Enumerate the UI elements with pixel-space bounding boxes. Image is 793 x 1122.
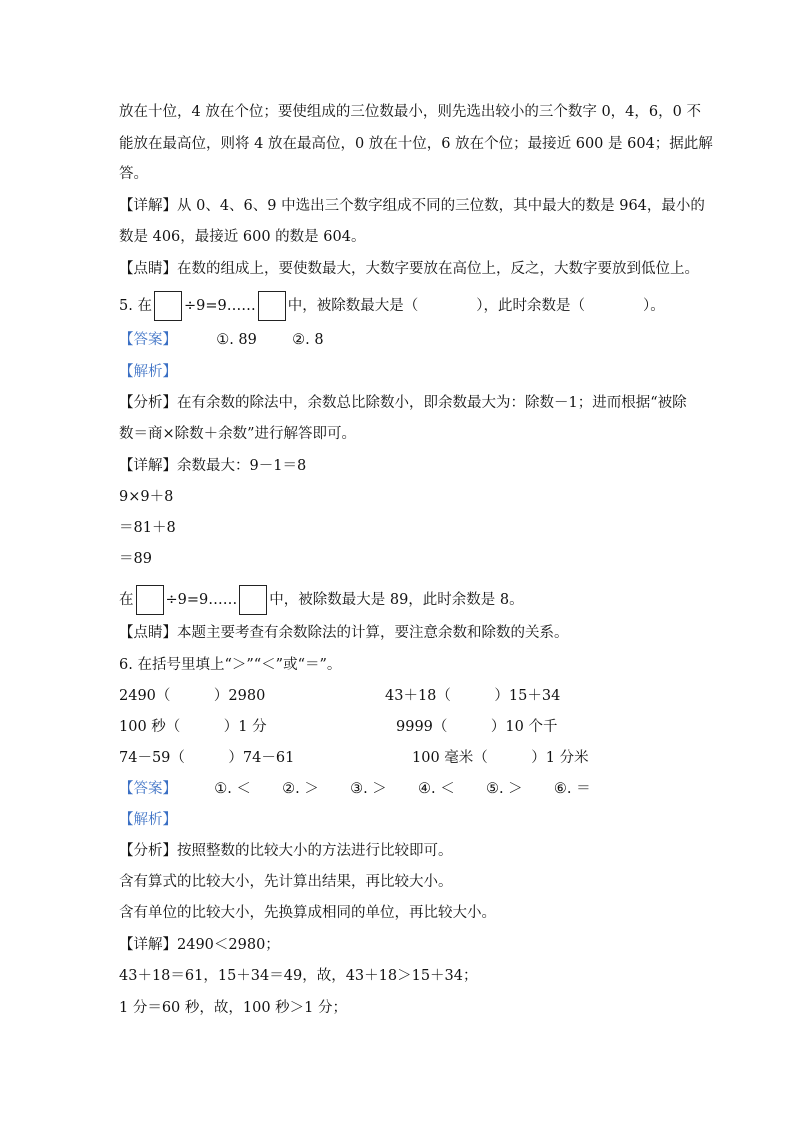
answer-item: ④. ＜ (418, 781, 455, 797)
answer-line (119, 330, 324, 350)
question-prefix: 在 (137, 298, 152, 314)
answer-item: ②. 8 (292, 332, 324, 348)
conclusion-line (119, 585, 524, 615)
analysis-line: 放在十位，4 放在个位；要使组成的三位数最小，则先选出较小的三个数字 0，4，6，0 不 (119, 104, 701, 120)
calc-line: ＝81＋8 (119, 520, 176, 536)
detail-line: 【详解】从 0、4、6、9 中选出三个数字组成不同的三位数，其中最大的数是 964，最小的 (119, 198, 705, 214)
answer-line (119, 779, 591, 799)
compare-left: 74－59（ ）74－61 (119, 750, 295, 766)
dividend-box (136, 585, 164, 615)
detail-line: 【详解】余数最大：9－1＝8 (119, 458, 307, 474)
answer-item: ①. ＜ (214, 781, 251, 797)
analysis-line: 含有算式的比较大小，先计算出结果，再比较大小。 (119, 874, 453, 890)
question-5 (119, 291, 665, 321)
detail-line: 数是 406，最接近 600 的数是 604。 (119, 229, 366, 245)
compare-right: 100 毫米（ ）1 分米 (412, 750, 589, 766)
remainder-box (258, 291, 286, 321)
division-expression: ÷9=9…… (165, 592, 238, 608)
analysis-line: 答。 (119, 166, 148, 182)
answer-label: 【答案】 (119, 332, 177, 348)
remainder-box (239, 585, 267, 615)
answer-item: ②. ＞ (282, 781, 319, 797)
question-6-title: 6. 在括号里填上“＞”“＜”或“＝”。 (119, 657, 342, 673)
jiexi-label: 【解析】 (119, 364, 177, 380)
answer-item: ⑥. ＝ (553, 781, 591, 797)
division-expression: ÷9=9…… (183, 298, 256, 314)
detail-line: 1 分＝60 秒，故，100 秒＞1 分； (119, 1000, 348, 1016)
compare-left: 2490（ ）2980 (119, 688, 266, 704)
answer-item: ①. 89 (216, 332, 257, 348)
calc-line: 9×9＋8 (119, 489, 174, 505)
analysis-line: 能放在最高位，则将 4 放在最高位，0 放在十位，6 放在个位；最接近 600 是 604；据此解 (119, 136, 713, 152)
analysis-line: 含有单位的比较大小，先换算成相同的单位，再比较大小。 (119, 905, 496, 921)
tip-line: 【点睛】本题主要考查有余数除法的计算，要注意余数和除数的关系。 (119, 625, 569, 641)
analysis-line: 数＝商×除数＋余数”进行解答即可。 (119, 426, 357, 442)
conclusion-prefix: 在 (119, 592, 134, 608)
question-suffix: 中，被除数最大是（ ），此时余数是（ ）。 (287, 298, 665, 314)
answer-item: ③. ＞ (350, 781, 387, 797)
jiexi-label: 【解析】 (119, 812, 177, 828)
detail-line: 43＋18＝61，15＋34＝49，故，43＋18＞15＋34； (119, 968, 478, 984)
answer-item: ⑤. ＞ (485, 781, 523, 797)
compare-right: 9999（ ）10 个千 (396, 719, 558, 735)
calc-line: ＝89 (119, 551, 152, 567)
answer-label: 【答案】 (119, 781, 177, 797)
question-number: 5. (119, 298, 133, 314)
analysis-line: 【分析】按照整数的比较大小的方法进行比较即可。 (119, 843, 453, 859)
analysis-line: 【分析】在有余数的除法中，余数总比除数小，即余数最大为：除数－1；进而根据“被除 (119, 395, 687, 411)
compare-left: 100 秒（ ）1 分 (119, 719, 267, 735)
tip-line: 【点睛】在数的组成上，要使数最大，大数字要放在高位上，反之，大数字要放到低位上。 (119, 261, 699, 277)
conclusion-suffix: 中，被除数最大是 89，此时余数是 8。 (269, 592, 524, 608)
dividend-box (154, 291, 182, 321)
detail-line: 【详解】2490＜2980； (119, 937, 280, 953)
compare-right: 43＋18（ ）15＋34 (385, 688, 561, 704)
